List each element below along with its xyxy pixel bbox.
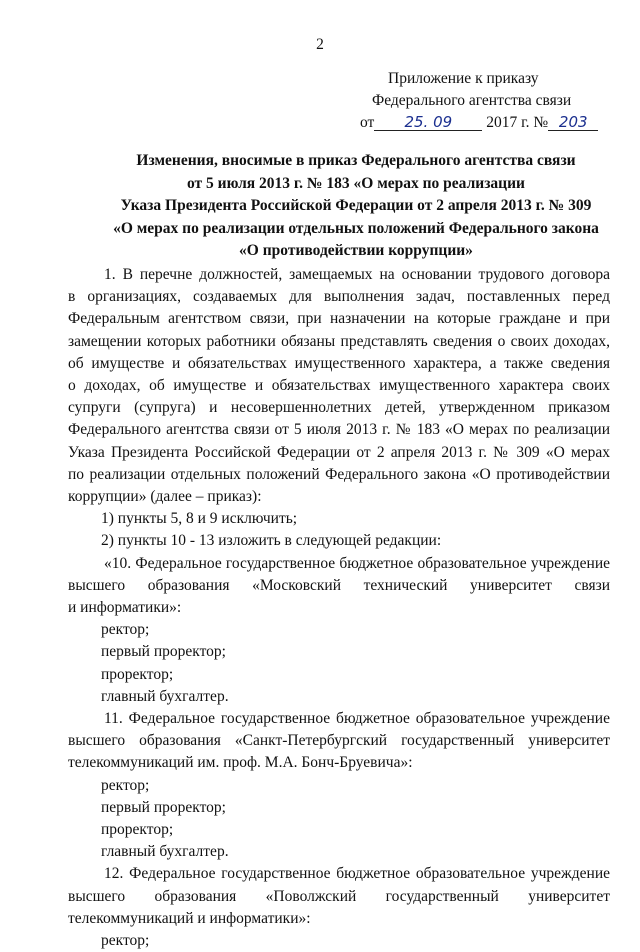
document-title	[60, 150, 640, 263]
position-item: ректор;	[101, 621, 150, 639]
org-line: телекоммуникаций и информатики»:	[68, 909, 311, 927]
list-item: 2) пункты 10 - 13 изложить в следующей редакции:	[101, 532, 442, 550]
position-item: главный бухгалтер.	[101, 687, 229, 705]
paragraph-line: коррупции» (далее – приказ):	[68, 488, 262, 506]
appendix-header	[360, 68, 598, 134]
org-line: высшего образования «Московский технический университет связи	[68, 576, 610, 594]
paragraph-line: замещении которых работники обязаны представлять сведения о своих доходах,	[68, 332, 610, 350]
position-item: проректор;	[101, 821, 174, 839]
handwritten-date: 25. 09	[374, 114, 482, 131]
paragraph-line: Федеральным агентством связи, при назначении на которые граждане и при	[68, 310, 610, 328]
org-line: и информатики»:	[68, 599, 182, 617]
paragraph-line: 1. В перечне должностей, замещаемых на основании трудового договора	[104, 266, 610, 283]
paragraph-line: Указа Президента Российской Федерации от 2 апреля 2013 г. № 309 «О мерах	[68, 443, 610, 461]
org-line: «10. Федеральное государственное бюджетное образовательное учреждение	[104, 554, 610, 572]
position-item: ректор;	[101, 776, 150, 794]
title-line: от 5 июля 2013 г. № 183 «О мерах по реализации	[187, 174, 525, 192]
org-line: 11. Федеральное государственное бюджетное образовательное учреждение	[104, 710, 610, 728]
page-number: 2	[316, 36, 324, 53]
document-body	[68, 264, 610, 952]
position-item: первый проректор;	[101, 643, 226, 661]
title-line: Указа Президента Российской Федерации от 2 апреля 2013 г. № 309	[120, 197, 592, 214]
title-line: «О противодействии коррупции»	[239, 242, 473, 259]
paragraph-line: о доходах, об имуществе и обязательствах имущественного характера своих	[68, 377, 610, 395]
title-line: «О мерах по реализации отдельных положений Федерального закона	[113, 219, 599, 237]
list-item: 1) пункты 5, 8 и 9 исключить;	[101, 510, 298, 528]
title-line: Изменения, вносимые в приказ Федерального агентства связи	[136, 152, 576, 169]
paragraph-line: супруги (супруга) и несовершеннолетних детей, утвержденном приказом	[68, 399, 610, 417]
paragraph-line: об имуществе и обязательствах имущественного характера, а также сведения	[68, 354, 610, 372]
position-item: первый проректор;	[101, 798, 226, 816]
org-line: 12. Федеральное государственное бюджетное образовательное учреждение	[104, 865, 610, 883]
paragraph-line: Федерального агентства связи от 5 июля 2013 г. № 183 «О мерах по реализации	[68, 421, 610, 439]
org-line: высшего образования «Санкт-Петербургский государственный университет	[68, 732, 610, 750]
paragraph-line: в организациях, создаваемых для выполнения задач, поставленных перед	[68, 288, 610, 306]
appendix-line-1: Приложение к приказу	[388, 70, 539, 87]
appendix-line-2: Федерального агентства связи	[372, 92, 572, 109]
position-item: главный бухгалтер.	[101, 843, 229, 861]
paragraph-line: по реализации отдельных положений Федерального закона «О противодействии	[68, 465, 610, 483]
org-line: телекоммуникаций им. проф. М.А. Бонч-Бруевича»:	[68, 754, 413, 772]
year-text: 2017 г. №	[486, 114, 549, 131]
appendix-date-line	[360, 112, 598, 134]
date-prefix: от	[360, 114, 375, 131]
handwritten-order-number: 203	[548, 114, 598, 131]
position-item: проректор;	[101, 665, 174, 683]
org-line: высшего образования «Поволжский государственный университет	[68, 887, 610, 905]
position-item: ректор;	[101, 932, 150, 950]
